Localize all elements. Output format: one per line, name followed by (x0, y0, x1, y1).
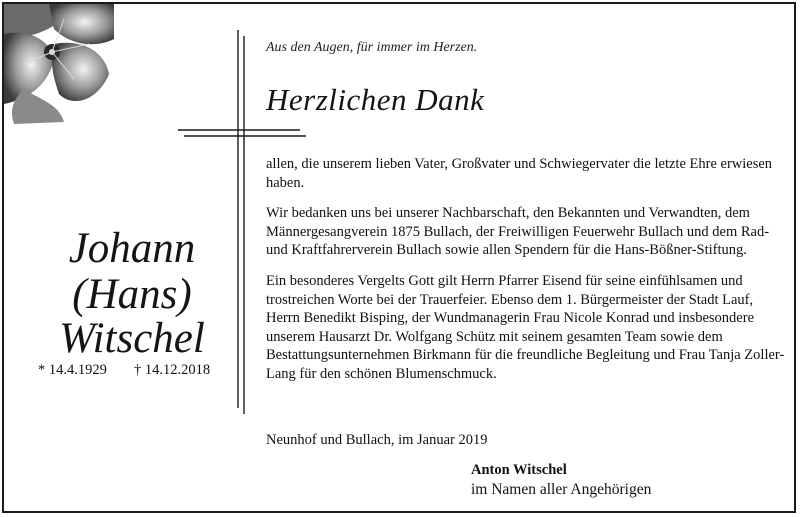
signer-subtitle: im Namen aller Angehörigen (471, 481, 652, 498)
paragraph: Ein besonderes Vergelts Gott gilt Herrn Pfarrer Eisend für seine einfühlsamen und trostreichen Worte bei der Trauerfeier. Ebenso dem 1. Bürgermeister der Stadt Lauf, Herrn Benedikt Bisping, der Wundmanagerin Frau Nicole Konrad und insbesondere unserem Hausarzt Dr. Wolfgang Schütz mit seinem gesamten Team sowie dem Bestattungsunternehmen Birkmann für die freundliche Begleitung und Frau Tanja Zoller-Lang für den schönen Blumenschmuck. (266, 272, 785, 382)
death-date: † 14.12.2018 (134, 362, 211, 378)
deceased-last-name: Witschel (59, 315, 205, 362)
motto: Aus den Augen, für immer im Herzen. (266, 40, 478, 55)
page-title: Herzlichen Dank (266, 82, 485, 117)
paragraph: Wir bedanken uns bei unserer Nachbarschaft, den Bekannten und Verwandten, dem Männergesangverein 1875 Bullach, der Freiwilligen Feuerwehr Bullach und dem Rad- und Kraftfahrerverein Bullach sowie allen Spendern für die Hans-Bößner-Stiftung. (266, 205, 770, 259)
deceased-nickname: (Hans) (72, 271, 192, 318)
place-date: Neunhof und Bullach, im Januar 2019 (266, 432, 488, 448)
deceased-first-name: Johann (68, 225, 196, 272)
thank-you-text (266, 155, 786, 396)
birth-date: * 14.4.1929 (38, 362, 107, 378)
obituary-frame (2, 2, 796, 513)
paragraph: allen, die unserem lieben Vater, Großvater und Schwiegervater die letzte Ehre erwiesen haben. (266, 156, 773, 191)
signer-name: Anton Witschel (471, 462, 567, 478)
